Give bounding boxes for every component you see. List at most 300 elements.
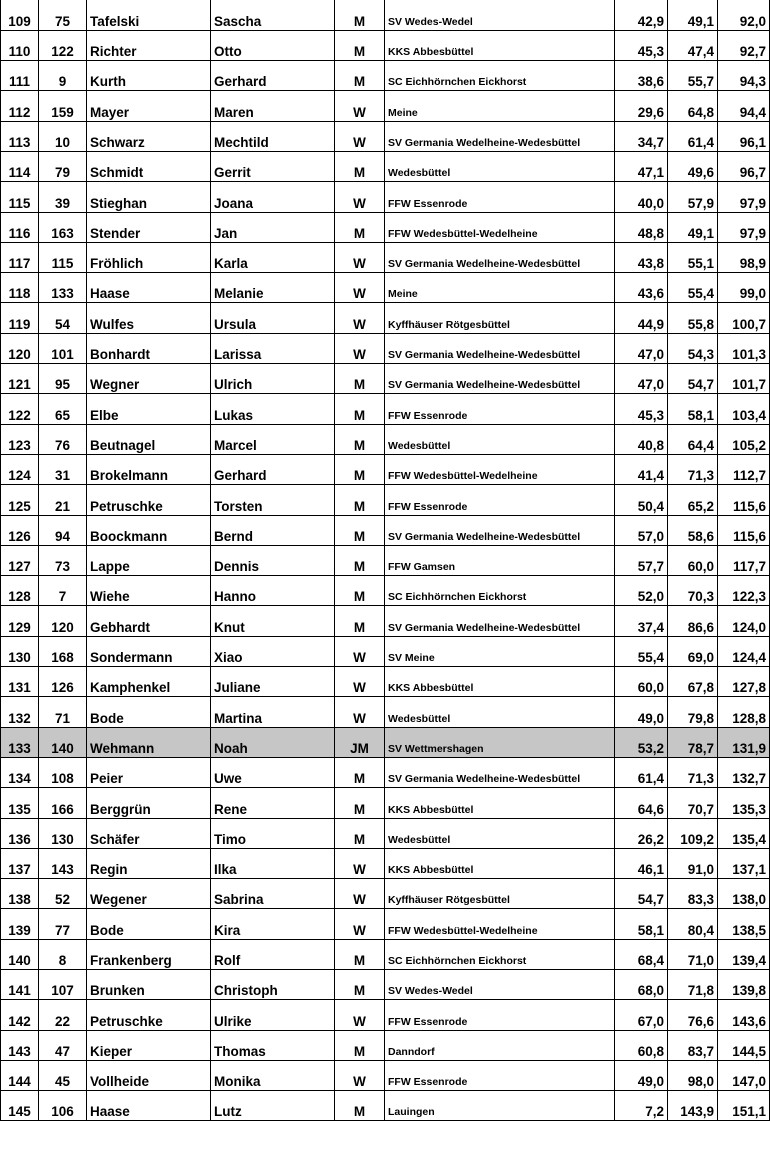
total-cell: 100,7 (718, 303, 770, 333)
table-row (1, 1060, 770, 1090)
score-1-cell: 68,0 (615, 970, 668, 1000)
first-name-cell: Timo (211, 818, 335, 848)
club-cell: SV Germania Wedelheine-Wedesbüttel (385, 364, 615, 394)
start-number-cell: 133 (39, 273, 87, 303)
start-number-cell: 65 (39, 394, 87, 424)
first-name-cell: Mechtild (211, 121, 335, 151)
rank-cell: 111 (1, 61, 39, 91)
first-name-cell: Gerhard (211, 61, 335, 91)
last-name-cell: Frankenberg (87, 939, 211, 969)
score-1-cell: 37,4 (615, 606, 668, 636)
club-cell: Wedesbüttel (385, 424, 615, 454)
class-cell: W (335, 273, 385, 303)
score-1-cell: 55,4 (615, 636, 668, 666)
table-row (1, 909, 770, 939)
score-2-cell: 69,0 (668, 636, 718, 666)
table-row (1, 606, 770, 636)
class-cell: W (335, 909, 385, 939)
score-2-cell: 83,3 (668, 879, 718, 909)
total-cell: 96,1 (718, 121, 770, 151)
total-cell: 127,8 (718, 667, 770, 697)
table-row (1, 939, 770, 969)
score-1-cell: 47,1 (615, 151, 668, 181)
first-name-cell: Thomas (211, 1030, 335, 1060)
club-cell: KKS Abbesbüttel (385, 30, 615, 60)
class-cell: M (335, 545, 385, 575)
score-1-cell: 47,0 (615, 333, 668, 363)
total-cell: 94,4 (718, 91, 770, 121)
first-name-cell: Sabrina (211, 879, 335, 909)
club-cell: Kyffhäuser Rötgesbüttel (385, 879, 615, 909)
total-cell: 147,0 (718, 1060, 770, 1090)
rank-cell: 140 (1, 939, 39, 969)
score-2-cell: 54,7 (668, 364, 718, 394)
start-number-cell: 79 (39, 151, 87, 181)
table-row (1, 91, 770, 121)
club-cell: SV Wedes-Wedel (385, 0, 615, 30)
class-cell: M (335, 151, 385, 181)
score-2-cell: 64,8 (668, 91, 718, 121)
last-name-cell: Haase (87, 1091, 211, 1121)
last-name-cell: Schmidt (87, 151, 211, 181)
total-cell: 97,9 (718, 182, 770, 212)
rank-cell: 138 (1, 879, 39, 909)
score-1-cell: 45,3 (615, 30, 668, 60)
start-number-cell: 7 (39, 576, 87, 606)
table-row (1, 636, 770, 666)
start-number-cell: 101 (39, 333, 87, 363)
score-2-cell: 70,3 (668, 576, 718, 606)
table-row (1, 333, 770, 363)
first-name-cell: Marcel (211, 424, 335, 454)
rank-cell: 130 (1, 636, 39, 666)
score-1-cell: 49,0 (615, 697, 668, 727)
table-row (1, 182, 770, 212)
club-cell: Wedesbüttel (385, 151, 615, 181)
score-1-cell: 34,7 (615, 121, 668, 151)
total-cell: 132,7 (718, 757, 770, 787)
start-number-cell: 107 (39, 970, 87, 1000)
rank-cell: 123 (1, 424, 39, 454)
rank-cell: 143 (1, 1030, 39, 1060)
table-row (1, 757, 770, 787)
rank-cell: 144 (1, 1060, 39, 1090)
score-2-cell: 78,7 (668, 727, 718, 757)
table-row (1, 454, 770, 484)
last-name-cell: Regin (87, 848, 211, 878)
total-cell: 124,4 (718, 636, 770, 666)
first-name-cell: Larissa (211, 333, 335, 363)
first-name-cell: Sascha (211, 0, 335, 30)
total-cell: 112,7 (718, 454, 770, 484)
last-name-cell: Bode (87, 697, 211, 727)
score-2-cell: 86,6 (668, 606, 718, 636)
score-1-cell: 67,0 (615, 1000, 668, 1030)
last-name-cell: Wehmann (87, 727, 211, 757)
total-cell: 99,0 (718, 273, 770, 303)
class-cell: M (335, 757, 385, 787)
last-name-cell: Stieghan (87, 182, 211, 212)
score-2-cell: 49,1 (668, 212, 718, 242)
table-row (1, 667, 770, 697)
last-name-cell: Kurth (87, 61, 211, 91)
score-2-cell: 57,9 (668, 182, 718, 212)
score-1-cell: 48,8 (615, 212, 668, 242)
start-number-cell: 45 (39, 1060, 87, 1090)
score-1-cell: 47,0 (615, 364, 668, 394)
first-name-cell: Noah (211, 727, 335, 757)
class-cell: M (335, 818, 385, 848)
last-name-cell: Wulfes (87, 303, 211, 333)
score-1-cell: 7,2 (615, 1091, 668, 1121)
table-row (1, 576, 770, 606)
start-number-cell: 159 (39, 91, 87, 121)
total-cell: 101,7 (718, 364, 770, 394)
score-1-cell: 46,1 (615, 848, 668, 878)
club-cell: FFW Gamsen (385, 545, 615, 575)
class-cell: W (335, 242, 385, 272)
rank-cell: 113 (1, 121, 39, 151)
total-cell: 135,4 (718, 818, 770, 848)
first-name-cell: Martina (211, 697, 335, 727)
class-cell: M (335, 576, 385, 606)
score-2-cell: 49,1 (668, 0, 718, 30)
score-2-cell: 61,4 (668, 121, 718, 151)
club-cell: Wedesbüttel (385, 818, 615, 848)
score-1-cell: 61,4 (615, 757, 668, 787)
score-1-cell: 49,0 (615, 1060, 668, 1090)
club-cell: Meine (385, 91, 615, 121)
table-row (1, 30, 770, 60)
class-cell: M (335, 788, 385, 818)
score-1-cell: 42,9 (615, 0, 668, 30)
class-cell: M (335, 1091, 385, 1121)
last-name-cell: Richter (87, 30, 211, 60)
class-cell: W (335, 879, 385, 909)
first-name-cell: Torsten (211, 485, 335, 515)
total-cell: 96,7 (718, 151, 770, 181)
last-name-cell: Beutnagel (87, 424, 211, 454)
start-number-cell: 130 (39, 818, 87, 848)
score-1-cell: 64,6 (615, 788, 668, 818)
last-name-cell: Wegener (87, 879, 211, 909)
table-row (1, 1091, 770, 1121)
score-1-cell: 40,8 (615, 424, 668, 454)
club-cell: SV Germania Wedelheine-Wedesbüttel (385, 606, 615, 636)
rank-cell: 120 (1, 333, 39, 363)
total-cell: 103,4 (718, 394, 770, 424)
score-2-cell: 70,7 (668, 788, 718, 818)
first-name-cell: Rene (211, 788, 335, 818)
rank-cell: 110 (1, 30, 39, 60)
class-cell: W (335, 848, 385, 878)
score-2-cell: 71,3 (668, 454, 718, 484)
rank-cell: 145 (1, 1091, 39, 1121)
total-cell: 138,0 (718, 879, 770, 909)
score-1-cell: 41,4 (615, 454, 668, 484)
last-name-cell: Boockmann (87, 515, 211, 545)
start-number-cell: 108 (39, 757, 87, 787)
table-row (1, 364, 770, 394)
rank-cell: 124 (1, 454, 39, 484)
start-number-cell: 168 (39, 636, 87, 666)
rank-cell: 132 (1, 697, 39, 727)
total-cell: 139,8 (718, 970, 770, 1000)
rank-cell: 133 (1, 727, 39, 757)
table-row (1, 1030, 770, 1060)
rank-cell: 129 (1, 606, 39, 636)
club-cell: KKS Abbesbüttel (385, 848, 615, 878)
class-cell: M (335, 0, 385, 30)
start-number-cell: 71 (39, 697, 87, 727)
score-2-cell: 80,4 (668, 909, 718, 939)
start-number-cell: 39 (39, 182, 87, 212)
club-cell: Danndorf (385, 1030, 615, 1060)
first-name-cell: Karla (211, 242, 335, 272)
club-cell: SC Eichhörnchen Eickhorst (385, 576, 615, 606)
first-name-cell: Christoph (211, 970, 335, 1000)
table-row (1, 727, 770, 757)
first-name-cell: Dennis (211, 545, 335, 575)
score-2-cell: 55,4 (668, 273, 718, 303)
last-name-cell: Brunken (87, 970, 211, 1000)
score-2-cell: 58,6 (668, 515, 718, 545)
start-number-cell: 54 (39, 303, 87, 333)
score-1-cell: 57,7 (615, 545, 668, 575)
table-row (1, 697, 770, 727)
score-2-cell: 55,1 (668, 242, 718, 272)
club-cell: FFW Essenrode (385, 1060, 615, 1090)
first-name-cell: Ulrich (211, 364, 335, 394)
first-name-cell: Melanie (211, 273, 335, 303)
last-name-cell: Wegner (87, 364, 211, 394)
score-1-cell: 68,4 (615, 939, 668, 969)
class-cell: W (335, 303, 385, 333)
first-name-cell: Hanno (211, 576, 335, 606)
first-name-cell: Xiao (211, 636, 335, 666)
first-name-cell: Lukas (211, 394, 335, 424)
table-row (1, 485, 770, 515)
score-1-cell: 58,1 (615, 909, 668, 939)
first-name-cell: Otto (211, 30, 335, 60)
class-cell: M (335, 1030, 385, 1060)
score-1-cell: 57,0 (615, 515, 668, 545)
rank-cell: 121 (1, 364, 39, 394)
table-row (1, 273, 770, 303)
rank-cell: 126 (1, 515, 39, 545)
score-2-cell: 76,6 (668, 1000, 718, 1030)
last-name-cell: Schwarz (87, 121, 211, 151)
start-number-cell: 115 (39, 242, 87, 272)
first-name-cell: Gerhard (211, 454, 335, 484)
total-cell: 94,3 (718, 61, 770, 91)
start-number-cell: 163 (39, 212, 87, 242)
class-cell: M (335, 939, 385, 969)
first-name-cell: Knut (211, 606, 335, 636)
score-2-cell: 54,3 (668, 333, 718, 363)
total-cell: 151,1 (718, 1091, 770, 1121)
class-cell: W (335, 182, 385, 212)
rank-cell: 137 (1, 848, 39, 878)
class-cell: M (335, 212, 385, 242)
score-1-cell: 29,6 (615, 91, 668, 121)
last-name-cell: Kieper (87, 1030, 211, 1060)
total-cell: 137,1 (718, 848, 770, 878)
table-row (1, 879, 770, 909)
start-number-cell: 140 (39, 727, 87, 757)
club-cell: FFW Essenrode (385, 1000, 615, 1030)
rank-cell: 139 (1, 909, 39, 939)
last-name-cell: Peier (87, 757, 211, 787)
score-1-cell: 52,0 (615, 576, 668, 606)
start-number-cell: 22 (39, 1000, 87, 1030)
score-1-cell: 43,6 (615, 273, 668, 303)
score-1-cell: 26,2 (615, 818, 668, 848)
rank-cell: 112 (1, 91, 39, 121)
start-number-cell: 106 (39, 1091, 87, 1121)
score-2-cell: 71,3 (668, 757, 718, 787)
score-1-cell: 50,4 (615, 485, 668, 515)
table-row (1, 0, 770, 30)
score-2-cell: 83,7 (668, 1030, 718, 1060)
last-name-cell: Bonhardt (87, 333, 211, 363)
total-cell: 115,6 (718, 515, 770, 545)
score-2-cell: 55,8 (668, 303, 718, 333)
last-name-cell: Gebhardt (87, 606, 211, 636)
total-cell: 131,9 (718, 727, 770, 757)
rank-cell: 128 (1, 576, 39, 606)
last-name-cell: Fröhlich (87, 242, 211, 272)
class-cell: M (335, 606, 385, 636)
club-cell: SC Eichhörnchen Eickhorst (385, 61, 615, 91)
score-1-cell: 43,8 (615, 242, 668, 272)
table-row (1, 424, 770, 454)
total-cell: 144,5 (718, 1030, 770, 1060)
club-cell: KKS Abbesbüttel (385, 788, 615, 818)
first-name-cell: Juliane (211, 667, 335, 697)
total-cell: 124,0 (718, 606, 770, 636)
rank-cell: 142 (1, 1000, 39, 1030)
start-number-cell: 47 (39, 1030, 87, 1060)
start-number-cell: 77 (39, 909, 87, 939)
class-cell: M (335, 515, 385, 545)
start-number-cell: 73 (39, 545, 87, 575)
score-1-cell: 60,8 (615, 1030, 668, 1060)
score-2-cell: 58,1 (668, 394, 718, 424)
total-cell: 97,9 (718, 212, 770, 242)
first-name-cell: Ilka (211, 848, 335, 878)
total-cell: 105,2 (718, 424, 770, 454)
start-number-cell: 126 (39, 667, 87, 697)
start-number-cell: 94 (39, 515, 87, 545)
score-2-cell: 47,4 (668, 30, 718, 60)
rank-cell: 114 (1, 151, 39, 181)
total-cell: 98,9 (718, 242, 770, 272)
total-cell: 92,7 (718, 30, 770, 60)
class-cell: W (335, 697, 385, 727)
score-1-cell: 38,6 (615, 61, 668, 91)
club-cell: KKS Abbesbüttel (385, 667, 615, 697)
club-cell: FFW Essenrode (385, 485, 615, 515)
start-number-cell: 8 (39, 939, 87, 969)
class-cell: M (335, 61, 385, 91)
last-name-cell: Brokelmann (87, 454, 211, 484)
first-name-cell: Uwe (211, 757, 335, 787)
class-cell: M (335, 454, 385, 484)
class-cell: M (335, 394, 385, 424)
rank-cell: 115 (1, 182, 39, 212)
club-cell: SV Germania Wedelheine-Wedesbüttel (385, 121, 615, 151)
table-row (1, 303, 770, 333)
first-name-cell: Gerrit (211, 151, 335, 181)
table-row (1, 242, 770, 272)
score-2-cell: 71,8 (668, 970, 718, 1000)
table-row (1, 515, 770, 545)
class-cell: M (335, 364, 385, 394)
rank-cell: 125 (1, 485, 39, 515)
table-row (1, 394, 770, 424)
total-cell: 101,3 (718, 333, 770, 363)
start-number-cell: 143 (39, 848, 87, 878)
table-row (1, 788, 770, 818)
start-number-cell: 75 (39, 0, 87, 30)
last-name-cell: Petruschke (87, 485, 211, 515)
table-row (1, 1000, 770, 1030)
club-cell: SV Germania Wedelheine-Wedesbüttel (385, 757, 615, 787)
table-row (1, 121, 770, 151)
score-2-cell: 67,8 (668, 667, 718, 697)
start-number-cell: 95 (39, 364, 87, 394)
first-name-cell: Monika (211, 1060, 335, 1090)
start-number-cell: 166 (39, 788, 87, 818)
rank-cell: 118 (1, 273, 39, 303)
first-name-cell: Bernd (211, 515, 335, 545)
last-name-cell: Petruschke (87, 1000, 211, 1030)
total-cell: 128,8 (718, 697, 770, 727)
score-2-cell: 71,0 (668, 939, 718, 969)
rank-cell: 141 (1, 970, 39, 1000)
total-cell: 135,3 (718, 788, 770, 818)
class-cell: M (335, 970, 385, 1000)
club-cell: SV Wedes-Wedel (385, 970, 615, 1000)
score-2-cell: 109,2 (668, 818, 718, 848)
start-number-cell: 76 (39, 424, 87, 454)
score-2-cell: 64,4 (668, 424, 718, 454)
score-2-cell: 79,8 (668, 697, 718, 727)
last-name-cell: Tafelski (87, 0, 211, 30)
club-cell: FFW Essenrode (385, 182, 615, 212)
club-cell: FFW Wedesbüttel-Wedelheine (385, 454, 615, 484)
first-name-cell: Jan (211, 212, 335, 242)
last-name-cell: Stender (87, 212, 211, 242)
rank-cell: 122 (1, 394, 39, 424)
total-cell: 92,0 (718, 0, 770, 30)
start-number-cell: 31 (39, 454, 87, 484)
first-name-cell: Ursula (211, 303, 335, 333)
class-cell: W (335, 91, 385, 121)
last-name-cell: Haase (87, 273, 211, 303)
class-cell: W (335, 1060, 385, 1090)
rank-cell: 109 (1, 0, 39, 30)
score-2-cell: 55,7 (668, 61, 718, 91)
score-2-cell: 98,0 (668, 1060, 718, 1090)
class-cell: W (335, 1000, 385, 1030)
rank-cell: 135 (1, 788, 39, 818)
club-cell: SC Eichhörnchen Eickhorst (385, 939, 615, 969)
class-cell: M (335, 424, 385, 454)
first-name-cell: Kira (211, 909, 335, 939)
score-2-cell: 60,0 (668, 545, 718, 575)
